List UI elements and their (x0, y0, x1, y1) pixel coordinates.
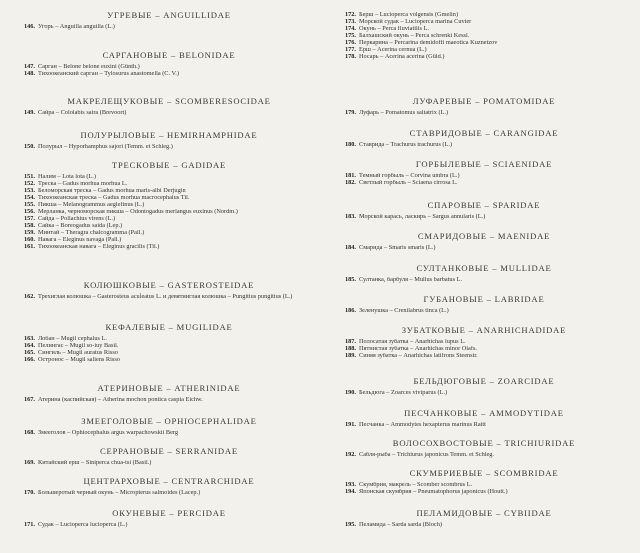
species-number: 163. (23, 336, 35, 342)
species-name: Тихоокеанская навага – Eleginus gracilis (Til.) (38, 243, 160, 250)
species-name: Большеротый черный окунь – Micropterus salmoides (Lacep.) (38, 490, 201, 496)
family-header: СПАРОВЫЕ – SPARIDAE (427, 200, 541, 210)
species-entry (17, 230, 322, 237)
family-section (16, 50, 322, 78)
species-name: Налим – Lota lota (L.) (38, 174, 96, 180)
family-header: СМАРИДОВЫЕ – MAENIDAE (417, 231, 551, 241)
species-entry (338, 390, 630, 397)
species-number: 154. (23, 194, 35, 201)
species-name: Судак – Lucioperca lucioperca (L.) (38, 522, 128, 528)
species-entry (17, 209, 322, 216)
family-section (16, 446, 322, 467)
family-header: СУЛТАНКОВЫЕ – MULLIDAE (416, 263, 552, 273)
species-entry (338, 482, 630, 489)
family-header: ВОЛОСОХВОСТОВЫЕ – TRICHIURIDAE (392, 438, 576, 448)
family-header: ГОРБЫЛЕВЫЕ – SCIAENIDAE (415, 159, 553, 169)
species-number: 192. (344, 452, 356, 458)
species-name: Морской судак – Lucioperca marina Cuvier (359, 18, 472, 25)
species-entry (17, 397, 322, 404)
species-name: Тихоокеанский сарган – Tylosurus anastomella (C. V.) (38, 70, 179, 77)
species-number: 190. (344, 390, 356, 396)
species-name: Полурыл – Hyporhamphus sajori (Temm. et Schleg.) (38, 144, 173, 150)
species-name: Морской карась, ласкирь – Sargus annularis (L.) (359, 214, 486, 220)
species-number: 172. (344, 12, 356, 18)
species-entry (338, 339, 630, 346)
species-number: 183. (344, 214, 356, 220)
species-entry (338, 142, 630, 149)
species-name: Сарган – Belone belone euxini (Günth.) (38, 64, 140, 70)
family-section (338, 508, 630, 529)
family-header: ЛУФАРЕВЫЕ – POMATOMIDAE (412, 96, 556, 106)
species-name: Перкарина – Percarina demidoffi maeotica Kuznetzov (359, 39, 498, 46)
species-number: 184. (344, 245, 356, 251)
species-number: 180. (344, 142, 356, 148)
species-name: Сайра – Cololabis saira (Brevoort) (38, 110, 127, 116)
species-entry (17, 216, 322, 223)
species-number: 195. (344, 522, 356, 528)
species-name: Навага – Eleginus navaga (Pall.) (38, 236, 122, 243)
species-name: Темный горбыль – Corvina umbra (L.) (359, 173, 460, 179)
family-header: СКУМБРИЕВЫЕ – SCOMBRIDAE (409, 468, 559, 478)
species-name: Пятнистая зубатка – Anarhichas minor Olafs. (359, 345, 477, 352)
species-entry (17, 350, 322, 357)
species-name: Зеленушка – Crenilabrus tinca (L.) (359, 308, 449, 314)
family-section (338, 325, 630, 360)
species-number: 153. (23, 187, 35, 194)
species-number: 176. (344, 39, 356, 46)
species-name: Ставрида – Trachurus trachurus (L.) (359, 142, 453, 148)
species-number: 158. (23, 222, 35, 229)
family-header: САРГАНОВЫЕ – BELONIDAE (102, 50, 236, 60)
family-header: ЗУБАТКОВЫЕ – ANARHICHADIDAE (401, 325, 567, 335)
family-header: СЕРРАНОВЫЕ – SERRANIDAE (100, 446, 238, 456)
family-section (16, 383, 322, 404)
species-name: Полосатая зубатка – Anarhichas lupus L. (359, 339, 466, 345)
species-number: 159. (23, 229, 35, 236)
family-header: ТРЕСКОВЫЕ – GADIDAE (111, 160, 227, 170)
species-number: 161. (23, 243, 35, 250)
species-entry (17, 343, 322, 350)
species-number: 160. (23, 236, 35, 243)
species-entry (17, 336, 322, 343)
species-number: 189. (344, 352, 356, 359)
species-name: Луфарь – Pomatomus saltatrix (L.) (359, 110, 449, 116)
species-number: 173. (344, 18, 356, 25)
species-number: 175. (344, 32, 356, 39)
species-name: Трехиглая колюшка – Gasterosteus aculeatus L. и девятииглая колюшка – Pungitius pungitius (L.) (38, 293, 293, 300)
family-header: ЦЕНТРАРХОВЫЕ – CENTRARCHIDAE (83, 476, 255, 486)
species-entry (338, 422, 630, 429)
family-section (16, 416, 322, 437)
species-number: 167. (23, 397, 35, 403)
family-section (338, 376, 630, 397)
family-section (338, 263, 630, 284)
family-section (16, 476, 322, 497)
family-header: КЕФАЛЕВЫЕ – MUGILIDAE (105, 322, 233, 332)
species-entry (338, 33, 630, 40)
species-number: 170. (23, 490, 35, 496)
family-section (338, 294, 630, 315)
family-section (338, 159, 630, 187)
species-number: 166. (23, 356, 35, 363)
species-name: Японская скумбрия – Pneumatophorus japonicus (Houtt.) (359, 488, 508, 495)
species-name: Пелингас – Mugil so-iuy Basil. (38, 342, 119, 349)
species-entry (17, 490, 322, 497)
species-name: Китайский ерш – Siniperca chua-tsi (Basil.) (38, 460, 152, 466)
family-header: АТЕРИНОВЫЕ – ATHERINIDAE (97, 383, 241, 393)
species-entry (338, 54, 630, 61)
family-header: СТАВРИДОВЫЕ – CARANGIDAE (409, 128, 559, 138)
species-number: 178. (344, 53, 356, 60)
species-name: Лобан – Mugil cephalus L. (38, 336, 107, 342)
species-entry (338, 12, 630, 19)
species-number: 179. (344, 110, 356, 116)
species-entry (338, 173, 630, 180)
species-entry (338, 489, 630, 496)
family-section (16, 96, 322, 117)
species-name: Минтай – Theragra chalcogramma (Pall.) (38, 229, 145, 236)
species-number: 174. (344, 25, 356, 32)
species-name: Балхашский окунь – Perca schrenki Kessl. (359, 32, 470, 39)
species-name: Сингиль – Mugil auratus Risso (38, 349, 118, 356)
species-name: Треска – Gadus morhua morhua L. (38, 180, 128, 187)
species-entry (17, 460, 322, 467)
species-number: 185. (344, 277, 356, 283)
species-entry (338, 522, 630, 529)
species-entry (17, 188, 322, 195)
family-header: ПЕСЧАНКОВЫЕ – AMMODYTIDAE (404, 408, 564, 418)
species-number: 162. (23, 293, 35, 300)
species-name: Пеламида – Sarda sarda (Bloch) (359, 522, 442, 528)
species-entry (17, 174, 322, 181)
species-name: Ерш – Acerina cernua (L.) (359, 46, 427, 53)
species-entry (17, 24, 322, 31)
family-section (16, 280, 322, 301)
species-entry (338, 245, 630, 252)
species-name: Угорь – Anguilla anguilla (L.) (38, 24, 115, 30)
species-entry (17, 195, 322, 202)
species-name: Смарида – Smaris smaris (L.) (359, 245, 436, 251)
species-entry (338, 277, 630, 284)
species-name: Сайка – Boreogadus saida (Lep.) (38, 222, 123, 229)
species-number: 155. (23, 201, 35, 208)
family-section (338, 468, 630, 496)
species-number: 168. (23, 430, 35, 436)
species-number: 149. (23, 110, 35, 116)
family-section (338, 408, 630, 429)
species-number: 151. (23, 174, 35, 180)
species-entry (17, 237, 322, 244)
species-number: 152. (23, 180, 35, 187)
species-name: Сабля-рыба – Trichiurus japonicus Temm. et Schleg. (359, 452, 495, 458)
species-name: Тихоокеанская треска – Gadus morhua macrocephalus Til. (38, 194, 190, 201)
species-entry (338, 353, 630, 360)
species-name: Беломорская треска – Gadus morhua maris-albi Derjugin (38, 187, 186, 194)
species-name: Скумбрия, макрель – Scomber scombrus L. (359, 482, 473, 488)
species-number: 171. (23, 522, 35, 528)
species-entry (17, 202, 322, 209)
species-number: 191. (344, 422, 356, 428)
family-section-continued (338, 12, 630, 61)
species-name: Султанка, барбуля – Mullus barbatus L. (359, 277, 463, 283)
species-number: 165. (23, 349, 35, 356)
family-header: УГРЕВЫЕ – ANGUILLIDAE (107, 10, 231, 20)
species-entry (17, 357, 322, 364)
family-section (338, 128, 630, 149)
species-number: 181. (344, 173, 356, 179)
species-name: Берш – Lucioperca volgensis (Gmelin) (359, 12, 459, 18)
species-name: Бельдюга – Zoarces viviparus (L.) (359, 390, 448, 396)
species-name: Пикша – Melanogrammus aeglefinus (L.) (38, 201, 145, 208)
species-entry (17, 522, 322, 529)
species-number: 147. (23, 64, 35, 70)
species-entry (338, 26, 630, 33)
species-name: Атерина (каспийская) – Atherina mochon pontica caspia Eichw. (38, 397, 203, 403)
species-entry (338, 110, 630, 117)
species-entry (338, 452, 630, 459)
species-entry (338, 346, 630, 353)
species-entry (17, 244, 322, 251)
species-name: Окунь – Perca fluviatilis L. (359, 25, 429, 32)
family-section (16, 130, 322, 151)
species-name: Синяя зубатка – Anarhichas latifrons Steenstr. (359, 352, 478, 359)
family-header: ОКУНЕВЫЕ – PERCIDAE (112, 508, 226, 518)
family-section (16, 322, 322, 364)
species-number: 186. (344, 308, 356, 314)
species-number: 157. (23, 215, 35, 222)
species-name: Мерланка, черноморская пикша – Odontogadus merlangus euxinus (Nordm.) (38, 208, 238, 215)
species-entry (17, 64, 322, 71)
species-entry (338, 180, 630, 187)
species-name: Носарь – Acerina acerina (Güld.) (359, 53, 445, 60)
species-number: 146. (23, 24, 35, 30)
family-section (338, 200, 630, 221)
species-entry (338, 308, 630, 315)
family-section (16, 508, 322, 529)
family-section (338, 231, 630, 252)
species-entry (17, 110, 322, 117)
species-entry (17, 71, 322, 78)
family-section (16, 10, 322, 31)
family-header: ПЕЛАМИДОВЫЕ – CYBIIDAE (416, 508, 552, 518)
species-entry (338, 19, 630, 26)
species-number: 187. (344, 339, 356, 345)
species-number: 148. (23, 70, 35, 77)
species-name: Змееголов – Ophiocephalus argus warpachowskii Berg (38, 430, 179, 436)
species-number: 193. (344, 482, 356, 488)
species-name: Сайда – Pollachius virens (L.) (38, 215, 116, 222)
family-header: ЗМЕЕГОЛОВЫЕ – OPHIOCEPHALIDAE (81, 416, 257, 426)
family-header: КОЛЮШКОВЫЕ – GASTEROSTEIDAE (83, 280, 255, 290)
species-entry (17, 430, 322, 437)
family-section (338, 96, 630, 117)
species-number: 164. (23, 342, 35, 349)
species-entry (338, 214, 630, 221)
species-name: Песчанка – Ammodytes hexapterus marinus Raitt (359, 422, 486, 428)
species-entry (17, 144, 322, 151)
species-entry (17, 223, 322, 230)
family-section (338, 438, 630, 459)
species-name: Светлый горбыль – Sciaena cirrosa L. (359, 179, 458, 186)
species-number: 169. (23, 460, 35, 466)
family-header: МАКРЕЛЕЩУКОВЫЕ – SCOMBERESOCIDAE (67, 96, 271, 106)
species-entry (338, 40, 630, 47)
family-header: ГУБАНОВЫЕ – LABRIDAE (423, 294, 545, 304)
family-header: БЕЛЬДЮГОВЫЕ – ZOARCIDAE (413, 376, 555, 386)
species-name: Остронос – Mugil saliens Risso (38, 356, 120, 363)
species-entry (17, 181, 322, 188)
family-header: ПОЛУРЫЛОВЫЕ – HEMIRHAMPHIDAE (80, 130, 258, 140)
species-number: 188. (344, 345, 356, 352)
species-number: 177. (344, 46, 356, 53)
species-entry (17, 294, 322, 301)
species-number: 194. (344, 488, 356, 495)
species-number: 156. (23, 208, 35, 215)
species-number: 150. (23, 144, 35, 150)
family-section (16, 160, 322, 250)
species-entry (338, 47, 630, 54)
species-number: 182. (344, 179, 356, 186)
